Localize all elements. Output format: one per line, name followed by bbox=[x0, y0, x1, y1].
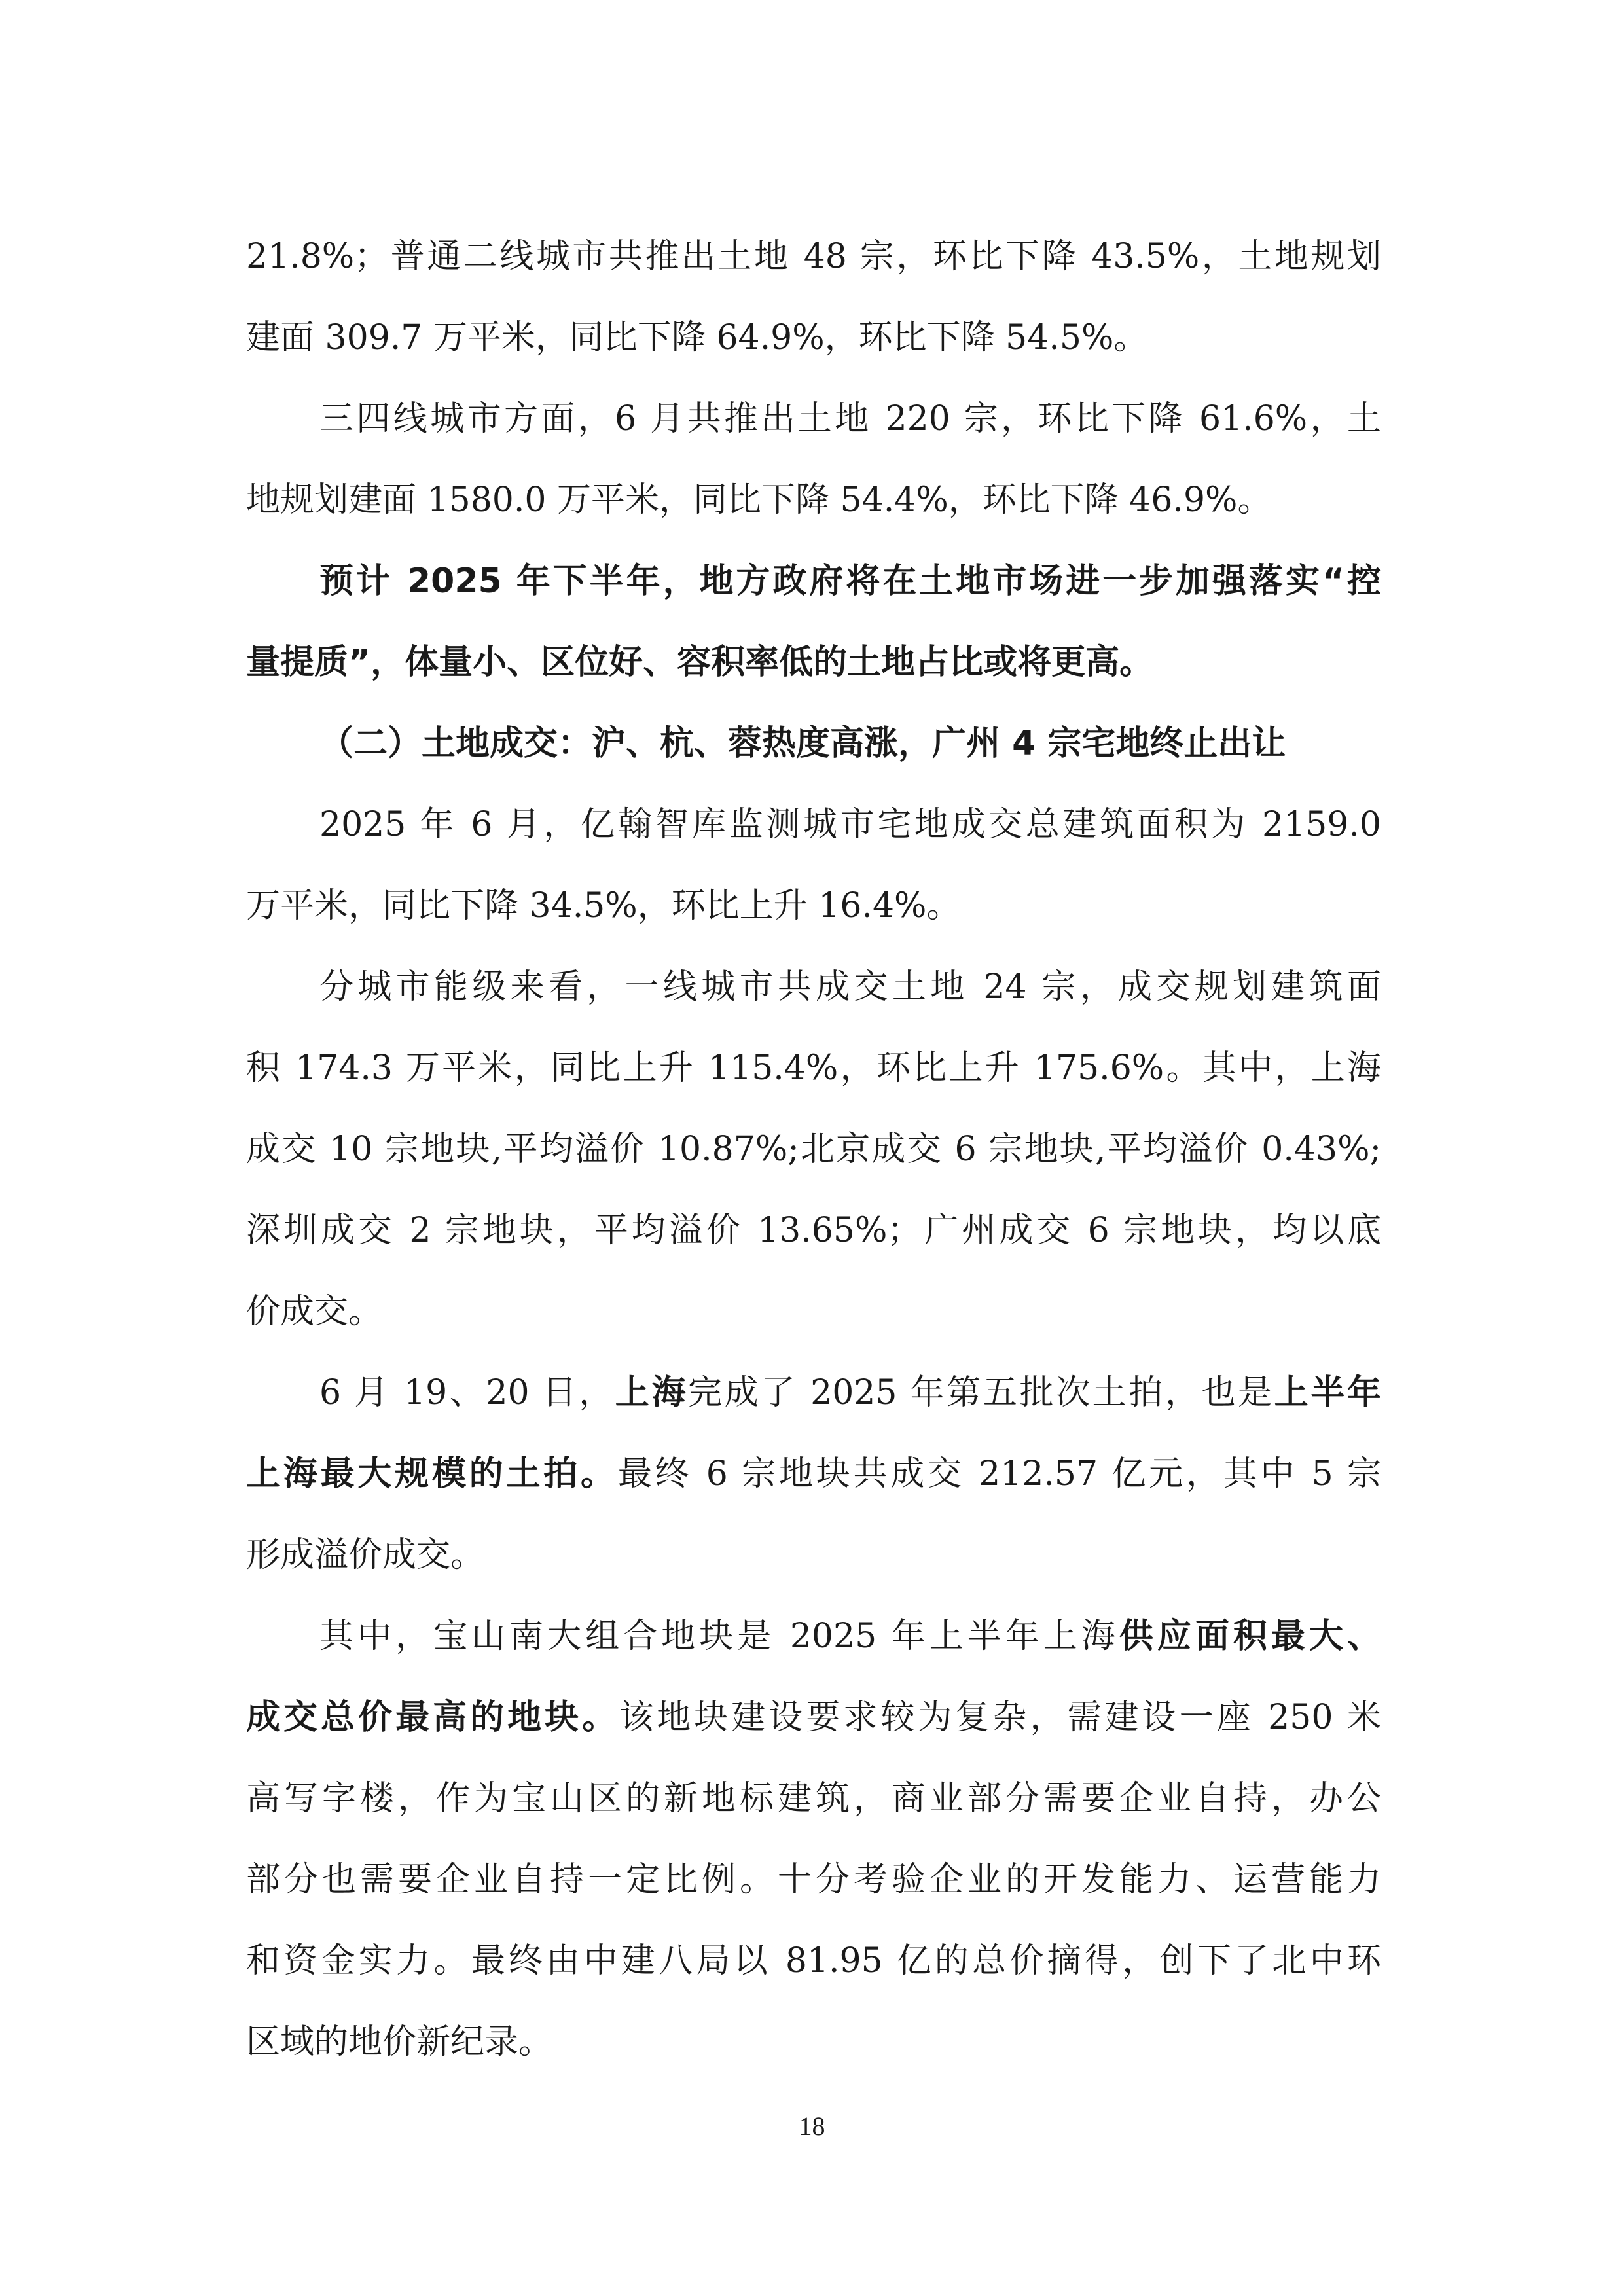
text-line bbox=[246, 1352, 1381, 1433]
text-line bbox=[246, 297, 1381, 378]
text-line bbox=[246, 1433, 1381, 1515]
text-line bbox=[246, 703, 1381, 784]
text-line bbox=[246, 1920, 1381, 2001]
body-text: 该地块建设要求较为复杂，需建设一座 250 米 bbox=[619, 1698, 1381, 1737]
paragraph bbox=[246, 541, 1381, 703]
text-line bbox=[246, 378, 1381, 459]
text-line bbox=[246, 1596, 1381, 1677]
body-text: 2025 年 6 月，亿翰智库监测城市宅地成交总建筑面积为 2159.0 bbox=[319, 805, 1381, 844]
body-text: 成交 10 宗地块,平均溢价 10.87%;北京成交 6 宗地块,平均溢价 0.43%; bbox=[246, 1130, 1381, 1169]
body-text: 价成交。 bbox=[246, 1292, 383, 1331]
text-line bbox=[246, 1677, 1381, 1758]
body-text: 和资金实力。最终由中建八局以 81.95 亿的总价摘得，创下了北中环 bbox=[246, 1941, 1381, 1981]
body-text: 地规划建面 1580.0 万平米，同比下降 54.4%，环比下降 46.9%。 bbox=[246, 480, 1272, 520]
body-text: 其中，宝山南大组合地块是 2025 年上半年上海 bbox=[319, 1617, 1119, 1656]
text-line bbox=[246, 1271, 1381, 1352]
page-number: 18 bbox=[799, 2111, 825, 2141]
bold-text: 供应面积最大、 bbox=[1119, 1617, 1381, 1656]
body-text: 部分也需要企业自持一定比例。十分考验企业的开发能力、运营能力 bbox=[246, 1860, 1381, 1899]
body-text: 三四线城市方面，6 月共推出土地 220 宗，环比下降 61.6%，土 bbox=[319, 399, 1381, 439]
bold-text: 上海 bbox=[615, 1373, 689, 1412]
body-text: 形成溢价成交。 bbox=[246, 1535, 485, 1575]
text-line bbox=[246, 1028, 1381, 1109]
body-text: 6 月 19、20 日， bbox=[319, 1373, 615, 1412]
text-line bbox=[246, 216, 1381, 297]
body-text: 积 174.3 万平米，同比上升 115.4%，环比上升 175.6%。其中，上海 bbox=[246, 1049, 1381, 1088]
page-body bbox=[246, 216, 1381, 2083]
body-text: 建面 309.7 万平米，同比下降 64.9%，环比下降 54.5%。 bbox=[246, 318, 1148, 357]
bold-text: 量提质”，体量小、区位好、容积率低的土地占比或将更高。 bbox=[246, 643, 1154, 682]
body-text: 万平米，同比下降 34.5%，环比上升 16.4%。 bbox=[246, 886, 961, 925]
paragraph bbox=[246, 1596, 1381, 2083]
body-text: 最终 6 宗地块共成交 212.57 亿元，其中 5 宗 bbox=[617, 1454, 1381, 1494]
text-line bbox=[246, 2001, 1381, 2083]
paragraph bbox=[246, 378, 1381, 541]
text-line bbox=[246, 865, 1381, 946]
body-text: 高写字楼，作为宝山区的新地标建筑，商业部分需要企业自持，办公 bbox=[246, 1779, 1381, 1818]
text-line bbox=[246, 784, 1381, 865]
paragraph bbox=[246, 1352, 1381, 1596]
bold-text: （二）土地成交：沪、杭、蓉热度高涨，广州 4 宗宅地终止出让 bbox=[319, 724, 1286, 763]
body-text: 分城市能级来看，一线城市共成交土地 24 宗，成交规划建筑面 bbox=[319, 967, 1381, 1007]
bold-text: 上半年 bbox=[1274, 1373, 1381, 1412]
bold-text: 成交总价最高的地块。 bbox=[246, 1698, 620, 1737]
text-line bbox=[246, 946, 1381, 1028]
paragraph bbox=[246, 784, 1381, 946]
text-line bbox=[246, 1758, 1381, 1839]
text-line bbox=[246, 1190, 1381, 1271]
text-line bbox=[246, 541, 1381, 622]
body-text: 完成了 2025 年第五批次土拍，也是 bbox=[688, 1373, 1274, 1412]
body-text: 深圳成交 2 宗地块，平均溢价 13.65%；广州成交 6 宗地块，均以底 bbox=[246, 1211, 1381, 1250]
body-text: 21.8%；普通二线城市共推出土地 48 宗，环比下降 43.5%，土地规划 bbox=[246, 237, 1381, 276]
body-text: 区域的地价新纪录。 bbox=[246, 2022, 553, 2062]
text-line bbox=[246, 1109, 1381, 1190]
paragraph bbox=[246, 703, 1381, 784]
bold-text: 预计 2025 年下半年，地方政府将在土地市场进一步加强落实“控 bbox=[319, 562, 1381, 601]
paragraph bbox=[246, 216, 1381, 378]
text-line bbox=[246, 1839, 1381, 1920]
paragraph bbox=[246, 946, 1381, 1352]
text-line bbox=[246, 1515, 1381, 1596]
text-line bbox=[246, 459, 1381, 541]
bold-text: 上海最大规模的土拍。 bbox=[246, 1454, 618, 1494]
text-line bbox=[246, 622, 1381, 703]
